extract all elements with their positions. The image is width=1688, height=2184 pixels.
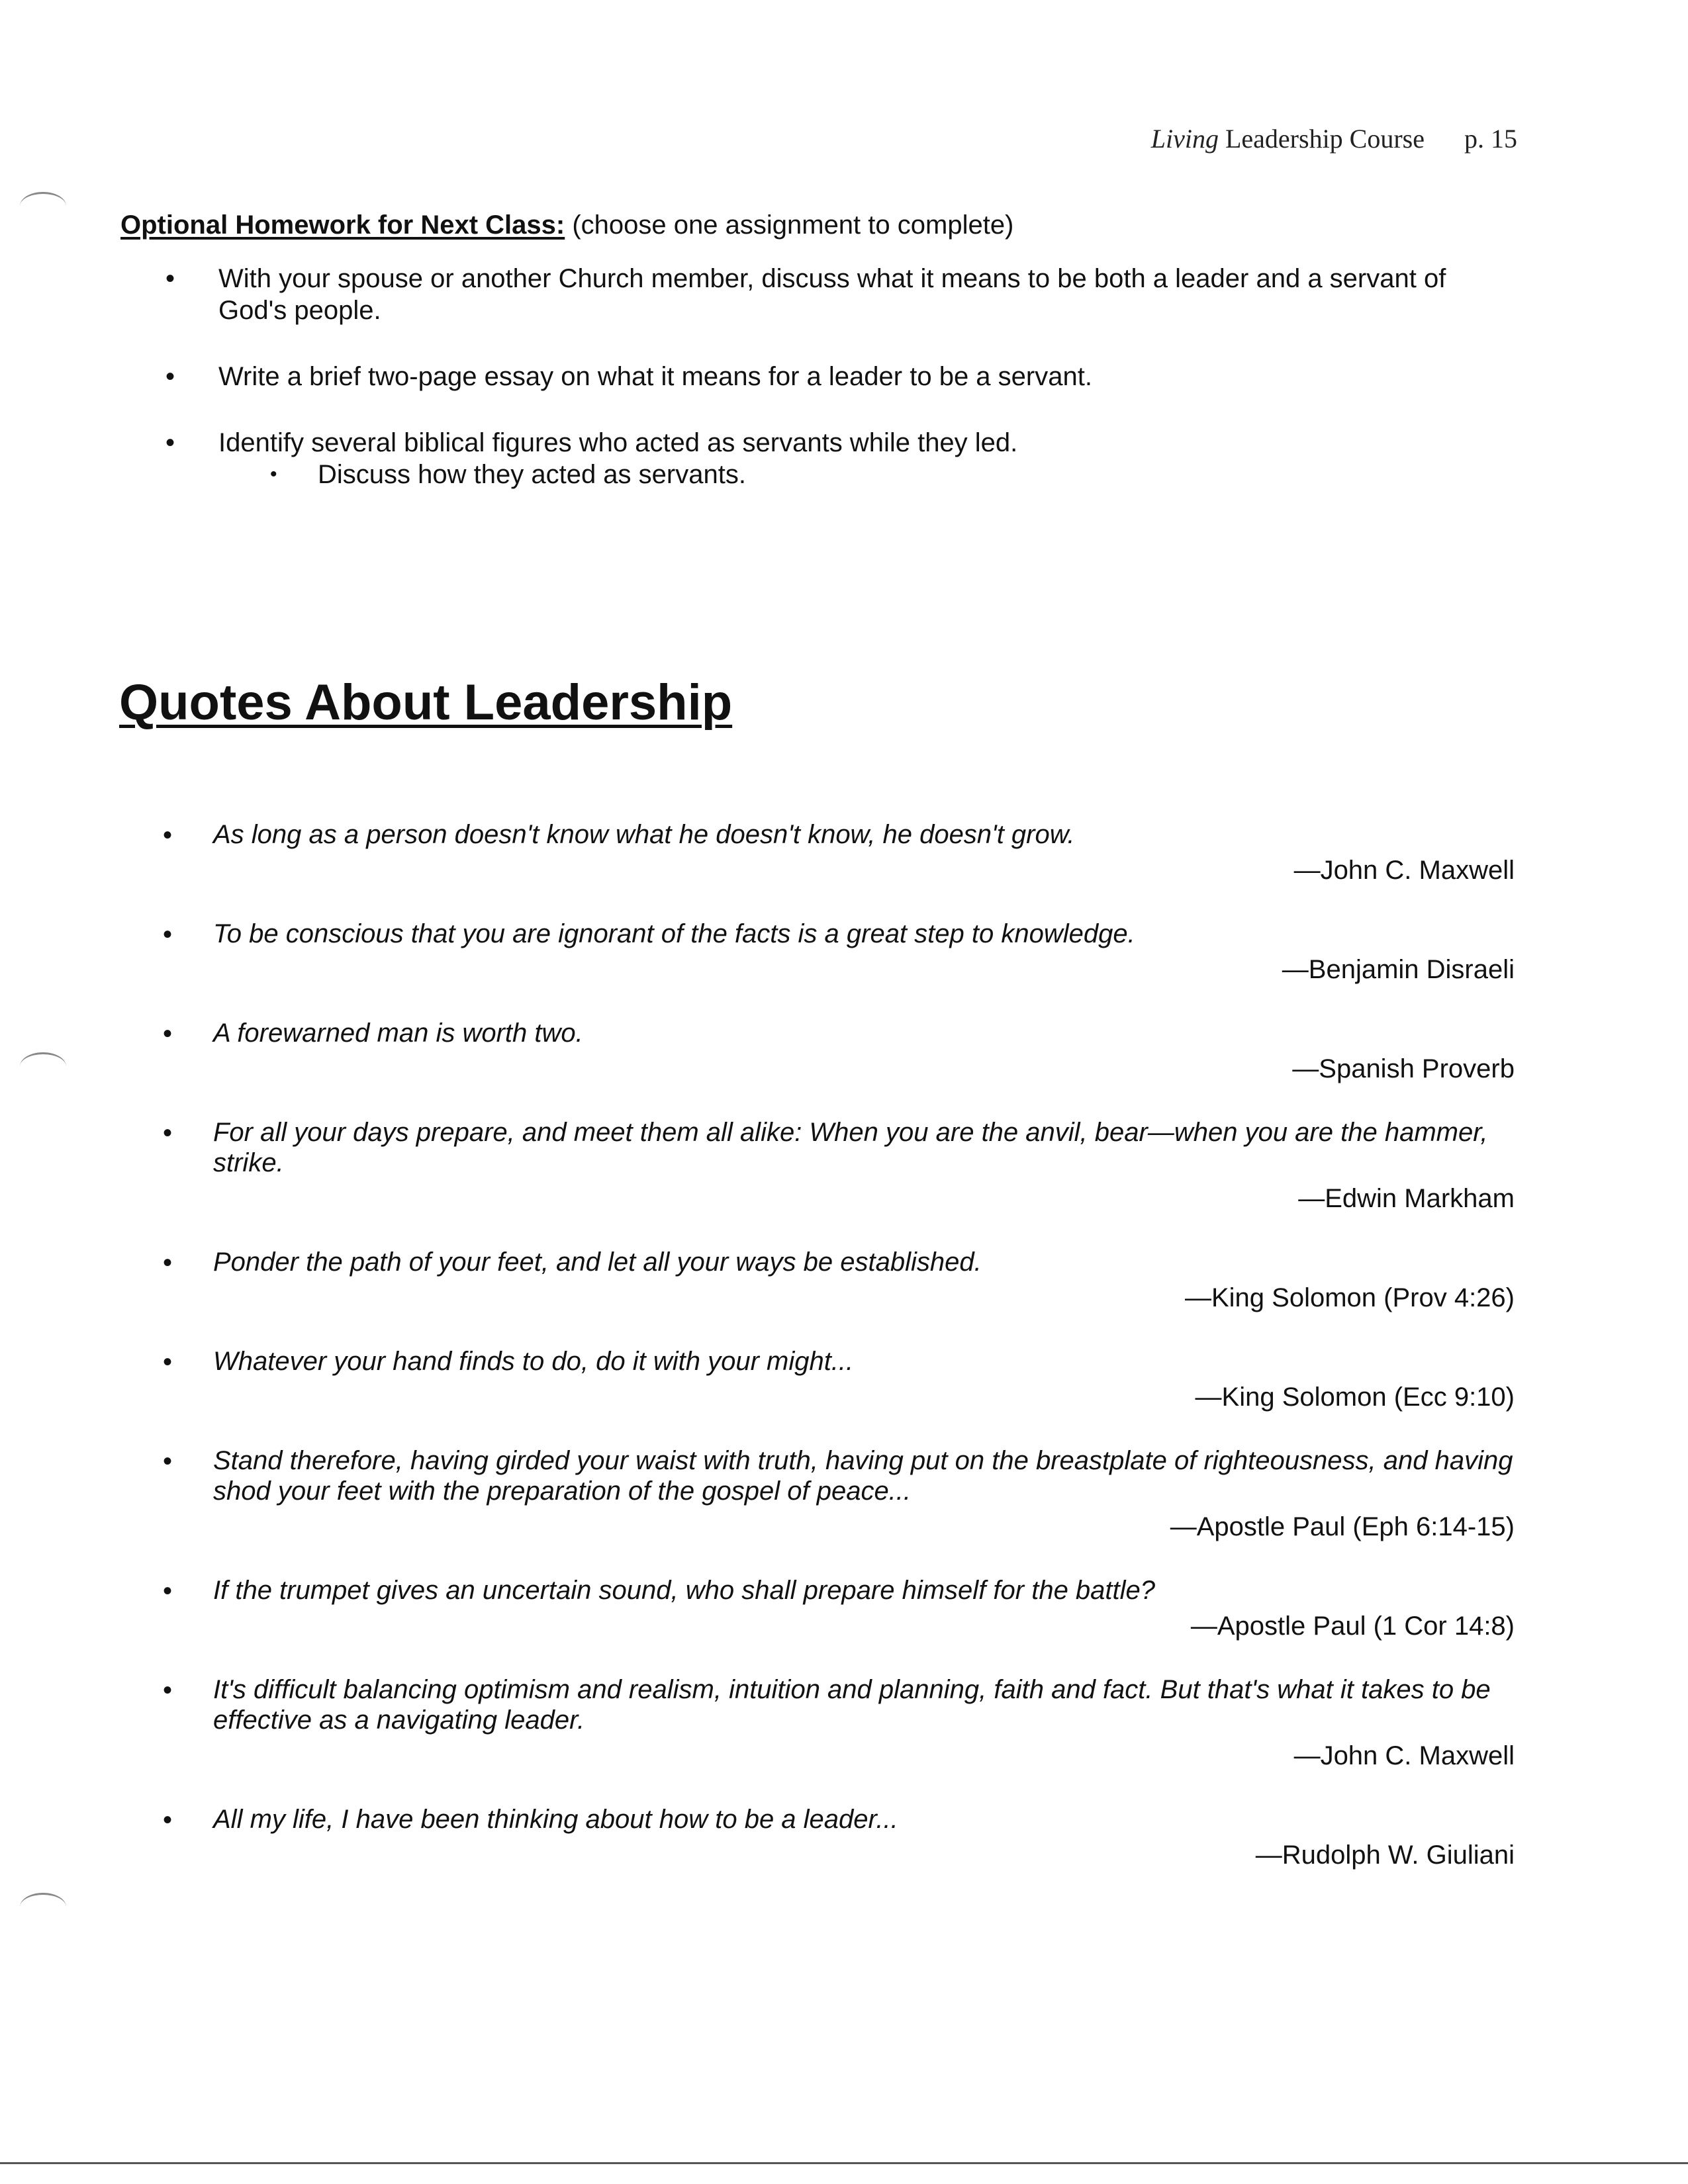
quote-author: —King Solomon (Prov 4:26) [1184,1283,1515,1312]
quote-text: For all your days prepare, and meet them all alike: When you are the anvil, bear—when you are the hammer, strike. [213,1118,1488,1177]
sub-bullet-icon: • [270,463,277,485]
bullet-icon: • [163,1447,173,1476]
homework-section [120,210,1517,525]
quote-item [120,819,1515,886]
bullet-icon: • [163,1805,173,1835]
quote-item [120,1117,1515,1214]
course-title: Leadership Course [1218,124,1425,154]
quote-author: —Spanish Proverb [1292,1054,1515,1083]
bullet-icon: • [163,1019,173,1048]
homework-item-text: Identify several biblical figures who acted as servants while they led. [218,428,1018,457]
quote-text: It's difficult balancing optimism and realism, intuition and planning, faith and fact. But that's what it takes to be effective as a navigating leader. [213,1675,1491,1735]
homework-item-text: With your spouse or another Church member, discuss what it means to be both a leader and a servant of God's people. [218,264,1446,325]
quote-text: If the trumpet gives an uncertain sound, who shall prepare himself for the battle? [213,1576,1156,1605]
quotes-list [120,819,1515,1903]
bullet-icon: • [163,1676,173,1705]
quote-item [120,1018,1515,1084]
scan-edge-line [0,2162,1688,2164]
homework-heading-label: Optional Homework for Next Class: [120,210,565,240]
quotes-title: Quotes About Leadership [119,674,733,731]
page-header [1151,123,1517,154]
homework-list [120,263,1517,490]
scan-artifact [20,1052,66,1081]
quote-item [120,1247,1515,1313]
quote-text: Stand therefore, having girded your waist with truth, having put on the breastplate of righteousness, and having shod your feet with the preparation of the gospel of peace... [213,1446,1513,1506]
homework-heading [120,210,1517,240]
quote-author: —Benjamin Disraeli [1282,955,1515,984]
bullet-icon: • [163,1248,173,1277]
bullet-icon: • [165,428,175,457]
bullet-icon: • [163,1118,173,1148]
homework-heading-note: (choose one assignment to complete) [565,210,1014,240]
quote-text: To be conscious that you are ignorant of the facts is a great step to knowledge. [213,919,1135,948]
quote-item [120,1575,1515,1641]
bullet-icon: • [165,264,175,293]
homework-item [120,263,1517,326]
quote-author: —John C. Maxwell [1293,1741,1515,1770]
homework-item-text: Write a brief two-page essay on what it means for a leader to be a servant. [218,362,1092,391]
quote-text: All my life, I have been thinking about how to be a leader... [213,1805,898,1834]
quote-text: A forewarned man is worth two. [213,1019,583,1048]
quote-item [120,1804,1515,1870]
quote-author: —John C. Maxwell [1293,856,1515,885]
homework-sub-item [218,459,1517,490]
bullet-icon: • [163,821,173,850]
scan-artifact [20,1893,66,1921]
homework-item [120,361,1517,392]
quote-author: —Apostle Paul (Eph 6:14-15) [1170,1512,1515,1541]
quote-text: Ponder the path of your feet, and let all your ways be established. [213,1248,982,1277]
homework-item [120,427,1517,490]
bullet-icon: • [163,1576,173,1606]
quote-item [120,1674,1515,1771]
quote-author: —King Solomon (Ecc 9:10) [1195,1383,1515,1412]
homework-sub-item-text: Discuss how they acted as servants. [318,460,746,489]
quote-item [120,1346,1515,1412]
quote-author: —Apostle Paul (1 Cor 14:8) [1190,1612,1515,1641]
bullet-icon: • [163,920,173,949]
bullet-icon: • [163,1347,173,1377]
quote-author: —Edwin Markham [1298,1184,1515,1213]
quote-text: Whatever your hand finds to do, do it with your might... [213,1347,854,1376]
scan-artifact [20,192,66,220]
course-title-italic: Living [1150,124,1219,154]
quote-text: As long as a person doesn't know what he doesn't know, he doesn't grow. [213,820,1075,849]
page-number: p. 15 [1464,124,1517,154]
quote-item [120,1445,1515,1542]
bullet-icon: • [165,362,175,391]
quote-author: —Rudolph W. Giuliani [1255,1841,1515,1870]
quote-item [120,919,1515,985]
